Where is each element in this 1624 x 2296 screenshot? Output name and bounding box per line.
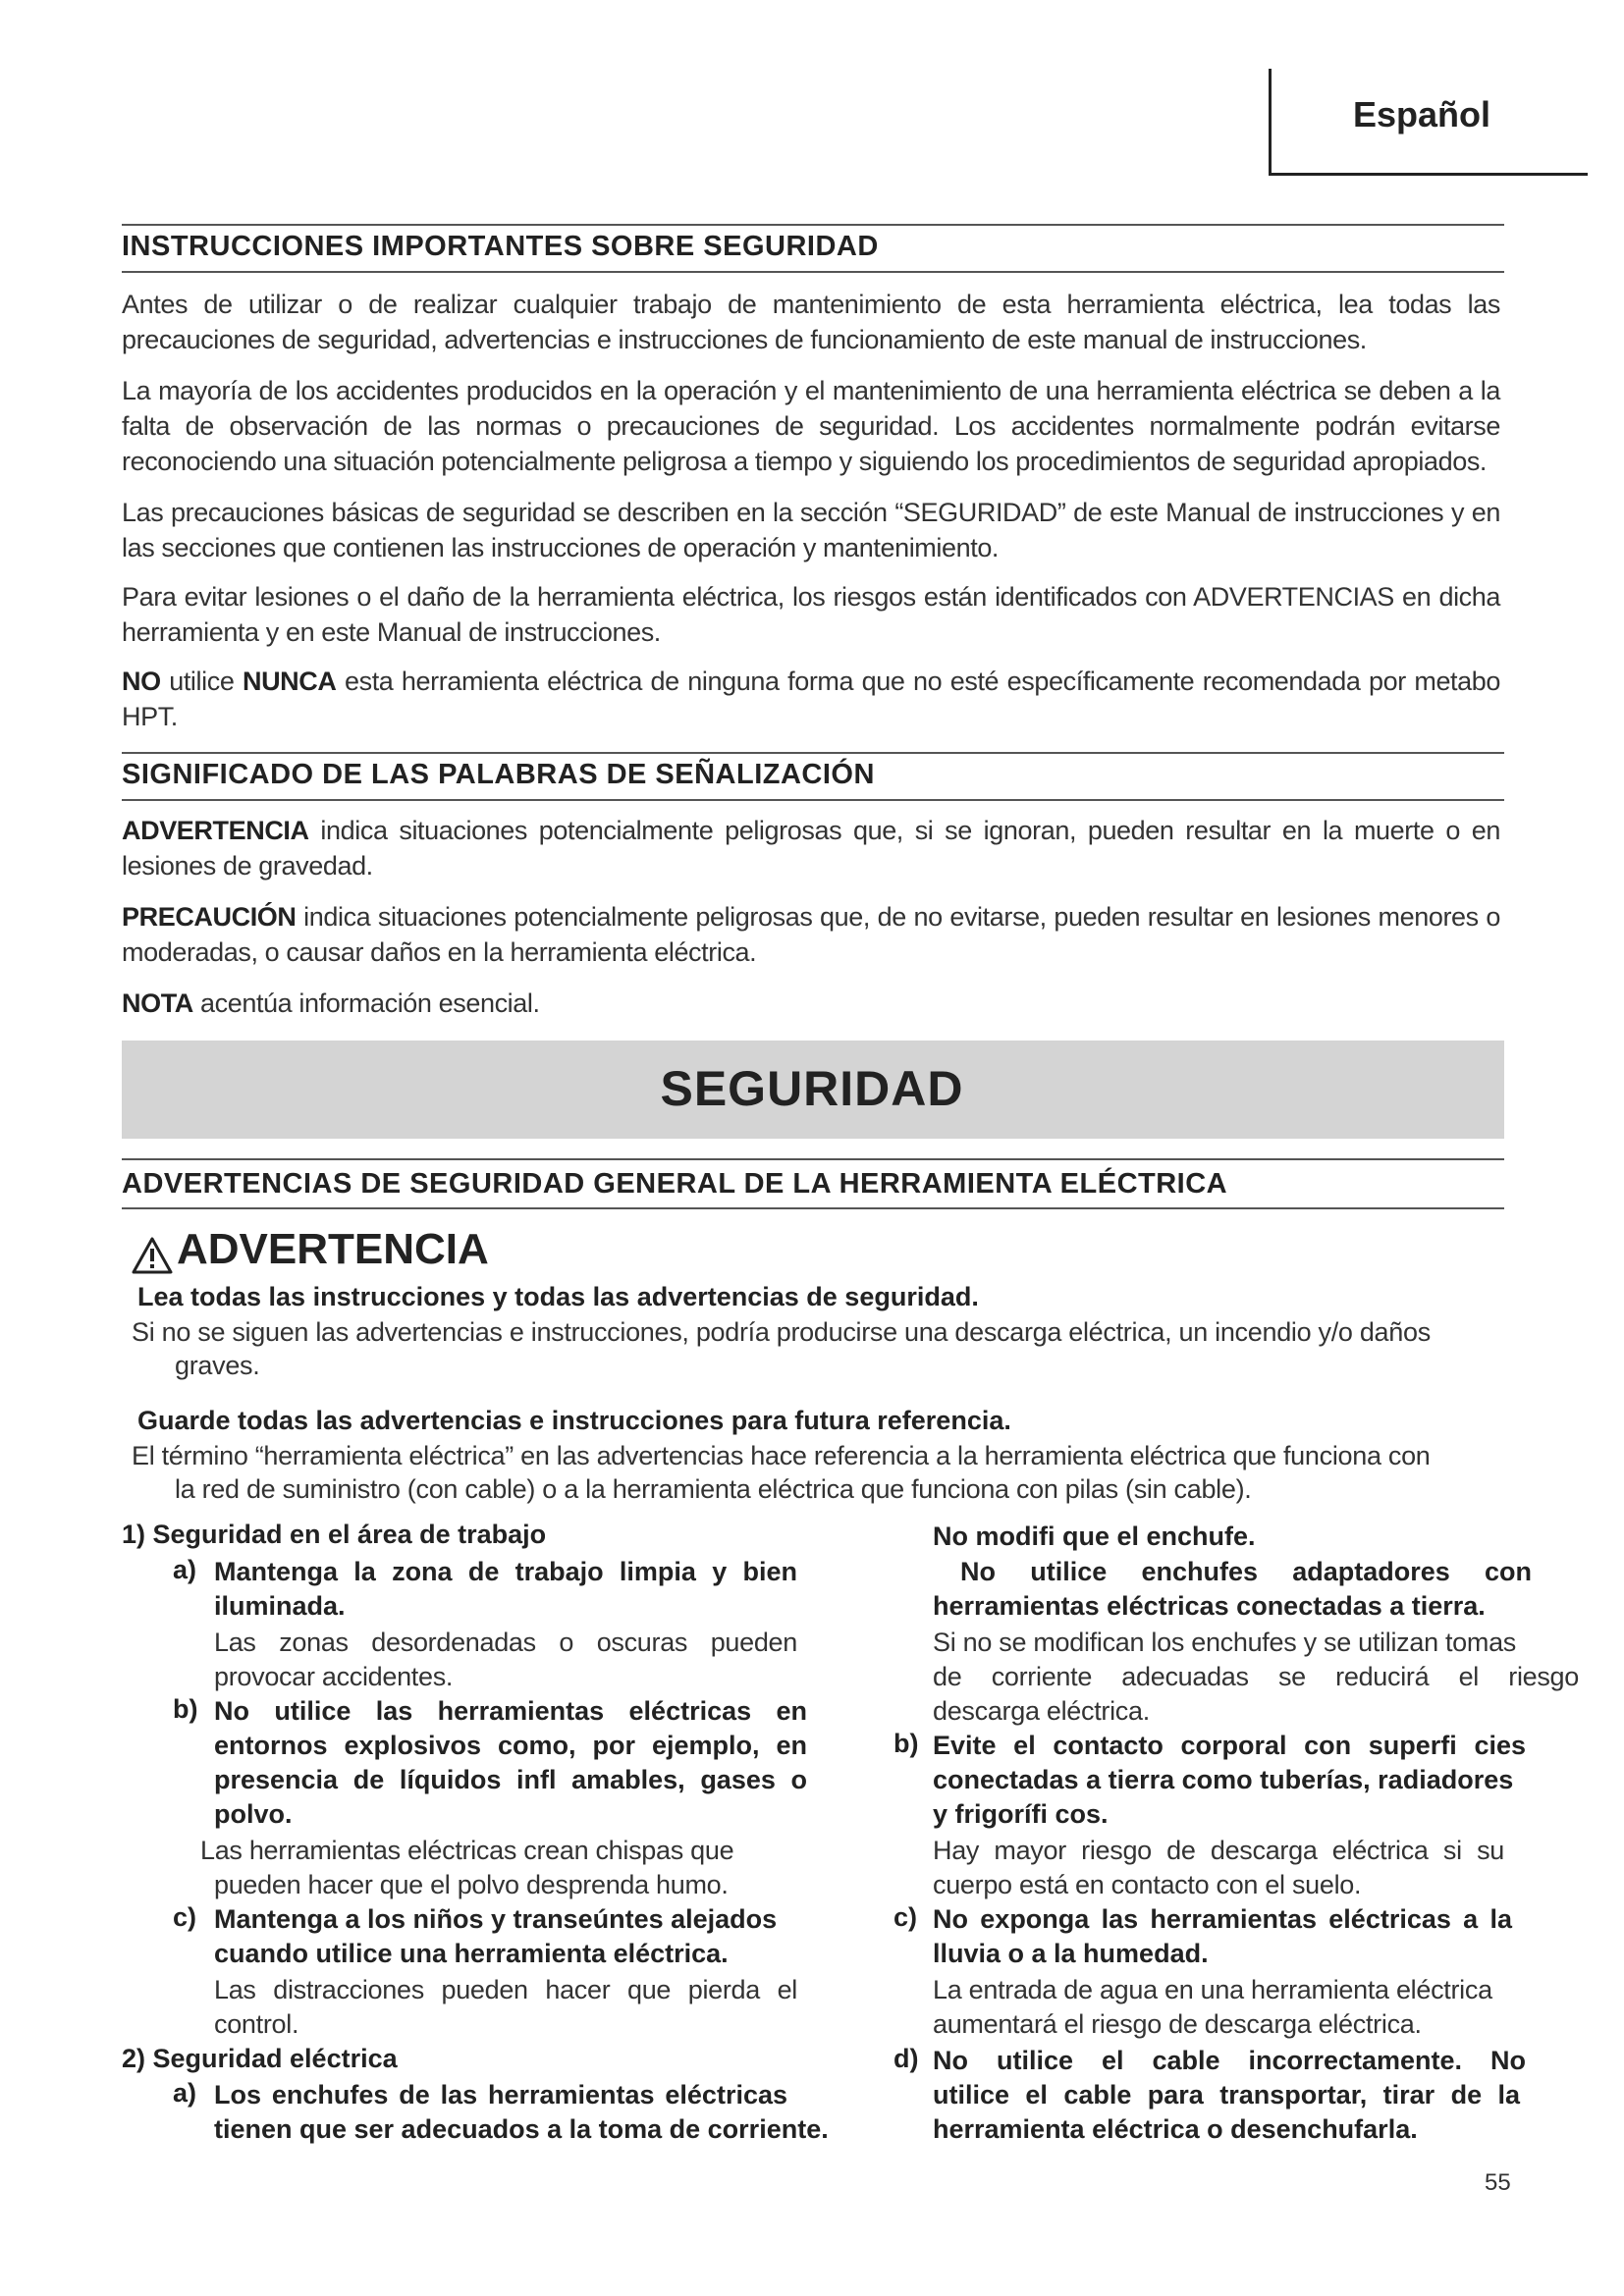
divider <box>122 271 1504 273</box>
term: PRECAUCIÓN <box>122 902 297 932</box>
text: utilice <box>160 667 243 696</box>
list-item-heading: Mantenga a los niños y transeúntes alejados <box>214 1904 778 1934</box>
list-item-text: control. <box>214 2009 299 2039</box>
list-item-heading: tienen que ser adecuados a la toma de corriente. <box>214 2114 829 2144</box>
list-item-heading: herramienta eléctrica o desenchufarla. <box>933 2114 1418 2144</box>
warning-triangle-icon <box>132 1237 173 1274</box>
list-item-text: Las distracciones pueden hacer que pierda el <box>214 1975 797 2004</box>
paragraph: La mayoría de los accidentes producidos en la operación y el mantenimiento de una herramienta eléctrica se deben a la falta de observación de las normas o precauciones de seguridad. Los accidentes normalmente podrán evitarse reconociendo una situación potencialmente peligrosa a tiempo y siguiendo los procedimientos de seguridad apropiados. <box>122 376 1500 476</box>
language-label: Español <box>1353 94 1491 134</box>
list-item-heading: No utilice enchufes adaptadores con <box>960 1557 1532 1586</box>
divider <box>122 1207 1504 1209</box>
text: esta herramienta eléctrica de ninguna forma que no esté específicamente recomendada por metabo HPT. <box>122 667 1501 731</box>
list-marker: a) <box>173 1555 197 1584</box>
list-marker: b) <box>173 1694 198 1724</box>
instruction-text: El término “herramienta eléctrica” en las advertencias hace referencia a la herramienta eléctrica que funciona con <box>132 1441 1431 1470</box>
list-item-text: de corriente adecuadas se reducirá el riesgo <box>933 1662 1579 1691</box>
emphasis-no: NO <box>122 667 161 696</box>
list-item-heading: y frigorífi cos. <box>933 1799 1109 1829</box>
instruction-text: graves. <box>175 1351 260 1380</box>
warning-title: ADVERTENCIA <box>177 1225 489 1273</box>
list-item-heading: Mantenga la zona de trabajo limpia y bien <box>214 1557 797 1586</box>
list-item-text: Las zonas desordenadas o oscuras pueden <box>214 1628 797 1657</box>
definition: indica situaciones potencialmente peligrosas que, de no evitarse, pueden resultar en lesiones menores o moderadas, o causar daños en la herramienta eléctrica. <box>122 902 1500 967</box>
list-item-heading: herramientas eléctricas conectadas a tierra. <box>933 1591 1486 1621</box>
list-marker: c) <box>893 1902 918 1932</box>
section-heading-signal-words: SIGNIFICADO DE LAS PALABRAS DE SEÑALIZACIÓN <box>122 759 875 790</box>
instruction-save-all: Guarde todas las advertencias e instrucciones para futura referencia. <box>137 1406 1011 1435</box>
divider <box>122 752 1504 754</box>
list-item-heading: No modifi que el enchufe. <box>933 1522 1256 1551</box>
list-item-text: La entrada de agua en una herramienta eléctrica <box>933 1975 1492 2004</box>
definition: acentúa información esencial. <box>192 988 540 1018</box>
list-item-text: Las herramientas eléctricas crean chispas que <box>200 1836 734 1865</box>
list-item-heading: polvo. <box>214 1799 293 1829</box>
section-heading-general-warnings: ADVERTENCIAS DE SEGURIDAD GENERAL DE LA HERRAMIENTA ELÉCTRICA <box>122 1168 1228 1200</box>
list-item-text: pueden hacer que el polvo desprenda humo. <box>214 1870 729 1899</box>
instruction-read-all: Lea todas las instrucciones y todas las advertencias de seguridad. <box>137 1282 979 1311</box>
list-item-text: aumentará el riesgo de descarga eléctrica. <box>933 2009 1422 2039</box>
emphasis-nunca: NUNCA <box>242 667 337 696</box>
section-heading-important: INSTRUCCIONES IMPORTANTES SOBRE SEGURIDAD <box>122 231 879 262</box>
page-number: 55 <box>1485 2169 1511 2196</box>
paragraph-no-nunca <box>122 664 1500 734</box>
list-item-heading: Evite el contacto corporal con superfi cies <box>933 1731 1526 1760</box>
instruction-text: Si no se siguen las advertencias e instrucciones, podría producirse una descarga eléctrica, un incendio y/o daños <box>132 1317 1431 1347</box>
list-item-heading: utilice el cable para transportar, tirar de la <box>933 2080 1520 2109</box>
list-item-heading: conectadas a tierra como tuberías, radiadores <box>933 1765 1514 1794</box>
list-item-heading: cuando utilice una herramienta eléctrica. <box>214 1939 729 1968</box>
paragraph: Las precauciones básicas de seguridad se describen en la sección “SEGURIDAD” de este Manual de instrucciones y en las secciones que contienen las instrucciones de operación y mantenimiento. <box>122 498 1500 562</box>
list-item-heading: No exponga las herramientas eléctricas a la <box>933 1904 1512 1934</box>
definition-advertencia <box>122 813 1500 883</box>
list-marker: a) <box>173 2078 197 2108</box>
list-item-text: Si no se modifican los enchufes y se utilizan tomas <box>933 1628 1517 1657</box>
paragraph: Antes de utilizar o de realizar cualquier trabajo de mantenimiento de esta herramienta eléctrica, lea todas las precauciones de seguridad, advertencias e instrucciones de funcionamiento de este manual de instrucciones. <box>122 290 1500 354</box>
term: ADVERTENCIA <box>122 816 309 845</box>
list-item-heading: Los enchufes de las herramientas eléctricas <box>214 2080 787 2109</box>
list-item-text: descarga eléctrica. <box>933 1696 1150 1726</box>
band-title: SEGURIDAD <box>660 1061 964 1116</box>
paragraph: Para evitar lesiones o el daño de la herramienta eléctrica, los riesgos están identificados con ADVERTENCIAS en dicha herramienta y en este Manual de instrucciones. <box>122 582 1500 647</box>
definition-nota <box>122 986 1500 1021</box>
list-marker: b) <box>893 1729 919 1758</box>
list-marker: c) <box>173 1902 197 1932</box>
instruction-text: la red de suministro (con cable) o a la herramienta eléctrica que funciona con pilas (sin cable). <box>175 1474 1252 1504</box>
divider <box>122 799 1504 801</box>
term: NOTA <box>122 988 193 1018</box>
list-item-heading: presencia de líquidos infl amables, gases o <box>214 1765 807 1794</box>
list-item-electrical-safety: 2) Seguridad eléctrica <box>122 2044 398 2073</box>
list-item-heading: No utilice el cable incorrectamente. No <box>933 2046 1526 2075</box>
list-item-work-area: 1) Seguridad en el área de trabajo <box>122 1520 547 1549</box>
list-item-heading: entornos explosivos como, por ejemplo, en <box>214 1731 807 1760</box>
definition: indica situaciones potencialmente peligrosas que, si se ignoran, pueden resultar en la muerte o en lesiones de gravedad. <box>122 816 1500 881</box>
list-item-text: provocar accidentes. <box>214 1662 454 1691</box>
list-item-heading: iluminada. <box>214 1591 346 1621</box>
list-item-text: cuerpo está en contacto con el suelo. <box>933 1870 1362 1899</box>
list-item-heading: lluvia o a la humedad. <box>933 1939 1209 1968</box>
list-item-heading: No utilice las herramientas eléctricas en <box>214 1696 807 1726</box>
divider <box>122 1158 1504 1160</box>
list-marker: d) <box>893 2044 919 2073</box>
list-item-text: Hay mayor riesgo de descarga eléctrica si su <box>933 1836 1504 1865</box>
definition-precaucion <box>122 899 1500 970</box>
divider-top <box>122 224 1504 226</box>
